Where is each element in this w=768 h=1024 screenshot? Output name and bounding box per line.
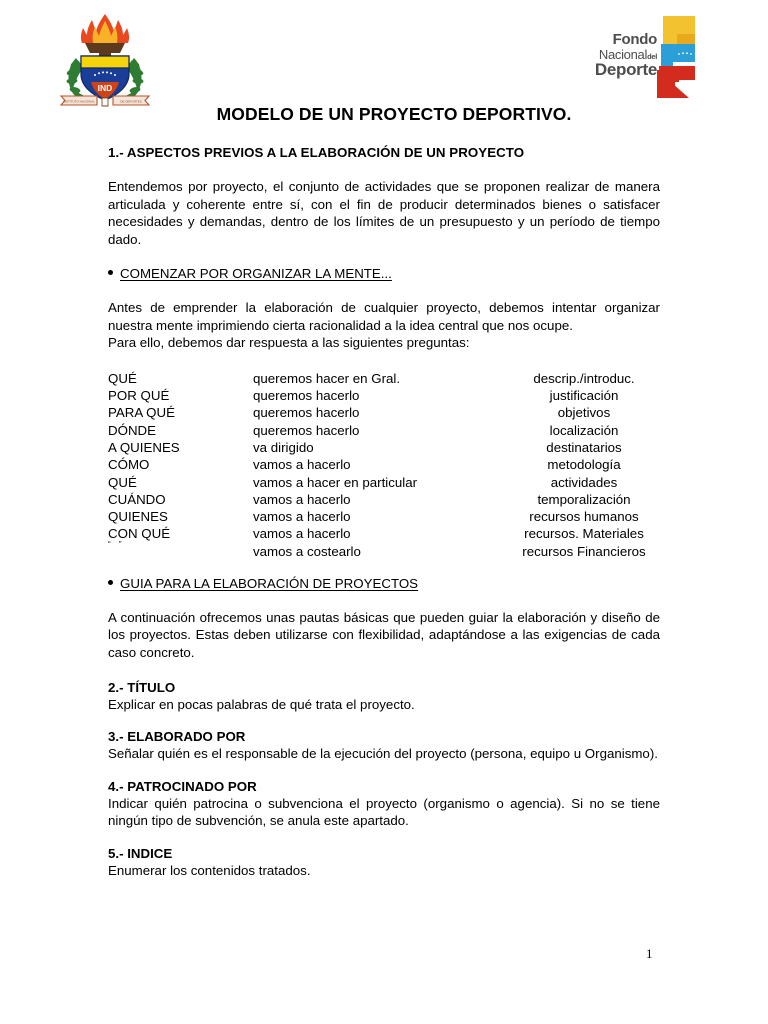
section-2-titulo: [108, 680, 660, 714]
table-cell-action: vamos a costearlo: [253, 543, 361, 559]
table-cell-question: CON QUÉ: [108, 526, 171, 542]
bullet-heading-guia-elaboracion: [108, 576, 660, 591]
fnd-logo-text: [585, 32, 657, 78]
torch-flame-icon: [81, 14, 129, 43]
table-row: [108, 370, 660, 387]
table-row: [108, 456, 660, 473]
table-cell-question: QUIENES: [108, 509, 168, 525]
question-table-body: [108, 370, 660, 560]
table-cell-action: queremos hacerlo: [253, 422, 360, 438]
table-cell-question: QUÉ: [108, 474, 137, 490]
fnd-line1: Fondo: [612, 31, 657, 48]
table-cell-result: recursos humanos: [529, 509, 639, 525]
section-1-heading: 1.- ASPECTOS PREVIOS A LA ELABORACIÓN DE UN PROYECTO: [108, 145, 525, 160]
table-cell-result: temporalización: [537, 491, 631, 507]
table-cell-action: queremos hacerlo: [253, 388, 360, 404]
document-body: [108, 104, 660, 895]
table-row: [108, 422, 660, 439]
table-cell-result: destinatarios: [546, 439, 622, 455]
question-guide-table: [108, 370, 660, 560]
table-cell-result: descrip./introduc.: [533, 370, 635, 386]
bullet2-paragraph: A continuación ofrecemos unas pautas básicas que pueden guiar la elaboración y diseño de los proyectos. Estas deben utilizarse con flexibilidad, adaptándose a las exigencias de cada caso concreto.: [108, 609, 660, 661]
intro-paragraph: Entendemos por proyecto, el conjunto de actividades que se proponen realizar de manera articulada y coherente entre sí, con el fin de producir determinados bienes o satisfacer necesidades y demandas, dentro de los límites de un presupuesto y un período de tiempo dado.: [108, 179, 660, 247]
bullet1-paragraph2: Para ello, debemos dar respuesta a las siguientes preguntas:: [108, 335, 470, 351]
bullet-dot-icon: [108, 580, 113, 585]
bullet-label-guia-elaboracion: GUIA PARA LA ELABORACIÓN DE PROYECTOS: [120, 575, 419, 591]
table-cell-action: queremos hacerlo: [253, 405, 360, 421]
ind-shield-text: IND: [97, 83, 113, 93]
table-cell-action: queremos hacer en Gral.: [253, 370, 401, 386]
section-5-text: Enumerar los contenidos tratados.: [108, 862, 311, 878]
fondo-nacional-deporte-logo: [585, 14, 703, 100]
table-cell-result: actividades: [550, 474, 618, 490]
section-2-heading: 2.- TÍTULO: [108, 679, 176, 695]
table-cell-result: recursos Financieros: [522, 543, 646, 559]
bullet-heading-organizar-mente: [108, 266, 660, 281]
table-cell-question: PARA QUÉ: [108, 405, 175, 421]
table-row: [108, 387, 660, 404]
page-number: 1: [646, 946, 653, 961]
shield-icon: [81, 56, 129, 100]
page-title: MODELO DE UN PROYECTO DEPORTIVO.: [216, 104, 572, 124]
table-cell-question: QUÉ: [108, 370, 137, 386]
table-cell-action: vamos a hacerlo: [253, 526, 351, 542]
ind-logo: [58, 12, 152, 108]
table-cell-result: recursos. Materiales: [524, 526, 644, 542]
section-4-heading: 4.- PATROCINADO POR: [108, 778, 257, 794]
bullet-dot-icon: [108, 270, 113, 275]
table-cell-result: justificación: [549, 388, 619, 404]
table-row: [108, 543, 660, 560]
svg-text:INSTITUTO NACIONAL: INSTITUTO NACIONAL: [63, 99, 95, 104]
fnd-line2-main: Nacional: [598, 47, 648, 62]
document-header: [0, 0, 768, 112]
section-4-patrocinado-por: [108, 779, 660, 830]
table-row: [108, 491, 660, 508]
ind-seal-icon: [58, 12, 152, 108]
section-3-elaborado-por: [108, 729, 660, 763]
section-3-text: Señalar quién es el responsable de la ejecución del proyecto (persona, equipo u Organismo).: [108, 746, 658, 762]
table-cell-action: vamos a hacerlo: [253, 509, 351, 525]
table-cell-result: objetivos: [557, 405, 611, 421]
bullet-label-organizar-mente: COMENZAR POR ORGANIZAR LA MENTE...: [120, 266, 392, 282]
table-cell-question: POR QUÉ: [108, 388, 170, 404]
table-row: [108, 404, 660, 421]
table-cell-action: vamos a hacer en particular: [253, 474, 418, 490]
svg-text:DE DEPORTES: DE DEPORTES: [120, 99, 142, 104]
fnd-line3: Deporte: [594, 60, 657, 79]
table-cell-question: DÓNDE: [108, 422, 157, 438]
section-5-indice: [108, 846, 660, 880]
table-cell-result: metodología: [547, 457, 621, 473]
bullet1-paragraph: Antes de emprender la elaboración de cualquier proyecto, debemos intentar organizar nuestra mente imprimiendo cierta racionalidad a la idea central que nos ocupe.: [108, 300, 660, 333]
table-cell-action: vamos a hacerlo: [253, 491, 351, 507]
table-cell-question: CUÁNDO: [108, 491, 166, 507]
table-cell-question: CÓMO: [108, 457, 150, 473]
fnd-line2-small: del: [647, 52, 657, 61]
table-cell-result: localización: [549, 422, 619, 438]
section-4-text: Indicar quién patrocina o subvenciona el proyecto (organismo o agencia). Si no se tiene ningún tipo de subvención, se anula este apartado.: [108, 795, 660, 829]
fnd-ribbon-icon: [655, 14, 703, 100]
table-row: [108, 439, 660, 456]
table-cell-question-ditto: “ ”: [108, 539, 125, 549]
section-2-text: Explicar en pocas palabras de qué trata el proyecto.: [108, 696, 415, 712]
section-5-heading: 5.- INDICE: [108, 845, 173, 861]
table-cell-question: A QUIENES: [108, 439, 180, 455]
section-3-heading: 3.- ELABORADO POR: [108, 729, 246, 745]
table-cell-action: va dirigido: [253, 439, 314, 455]
table-row: [108, 508, 660, 525]
table-row: [108, 474, 660, 491]
table-cell-action: vamos a hacerlo: [253, 457, 351, 473]
